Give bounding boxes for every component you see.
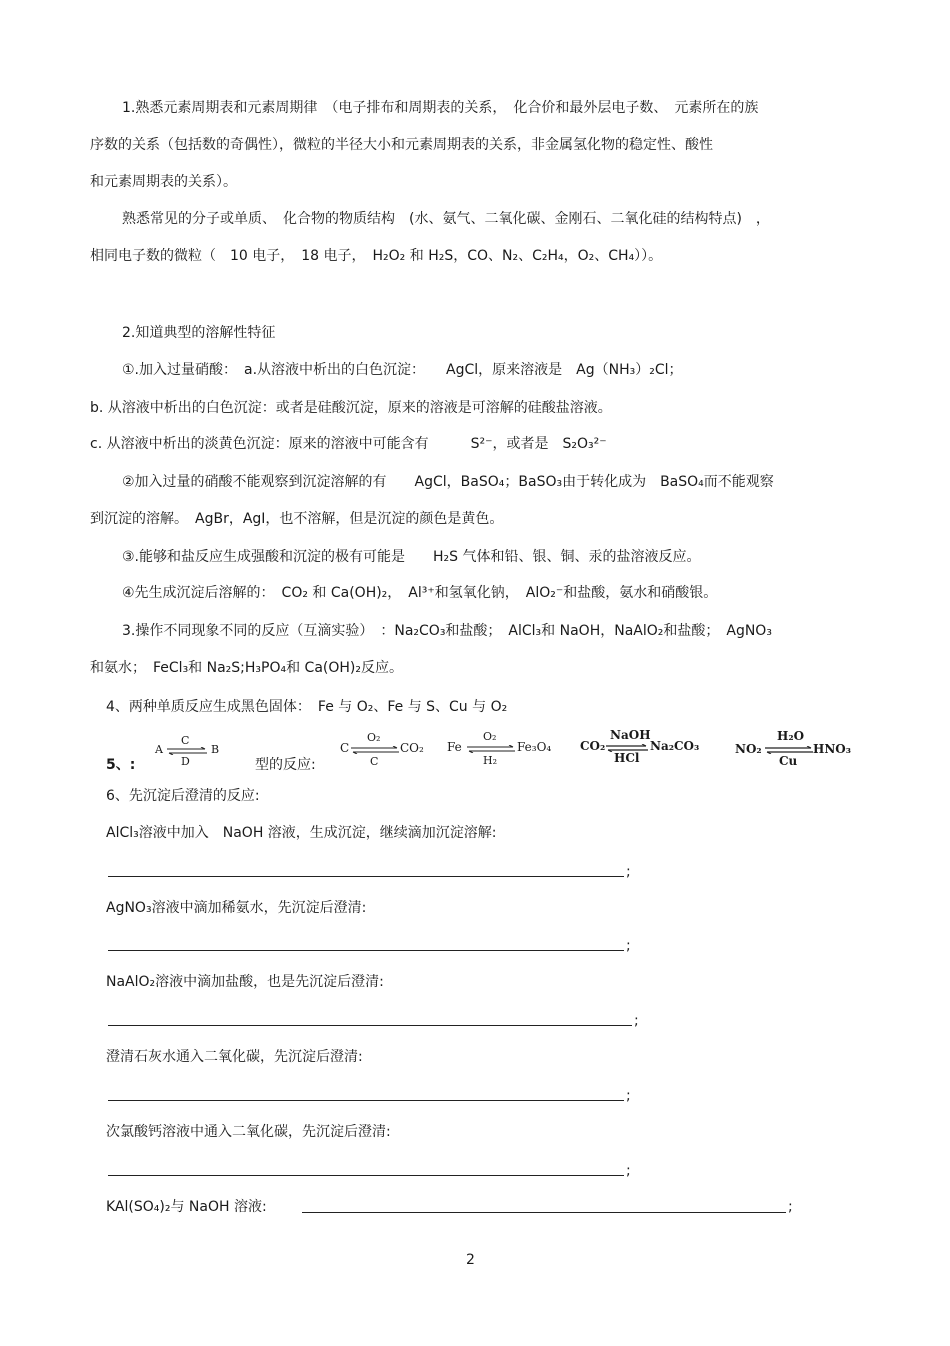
section1-line4: 熟悉常见的分子或单质、 化合物的物质结构 (水、氨气、二氧化碳、金刚石、二氧化硅的结构特点) ， — [122, 211, 770, 227]
question-agno3: AgNO₃溶液中滴加稀氨水，先沉淀后澄清: — [106, 900, 367, 916]
section5-suffix: 型的反应: — [255, 757, 316, 773]
section6-heading: 6、先沉淀后澄清的反应: — [106, 788, 260, 804]
section2-item2: ②加入过量的硝酸不能观察到沉淀溶解的有 AgCl，BaSO₄；BaSO₃由于转化成为 BaSO₄而不能观察 — [122, 474, 774, 490]
question-alcl3: AlCl₃溶液中加入 NaOH 溶液，生成沉淀，继续滴加沉淀溶解: — [106, 825, 497, 841]
reaction-iron-left: Fe — [447, 740, 462, 754]
reaction-no2-left: NO₂ — [735, 742, 762, 756]
reaction-no2-right: HNO₃ — [813, 742, 852, 756]
section2-item1b: b. 从溶液中析出的白色沉淀：或者是硅酸沉淀，原来的溶液是可溶解的硅酸盐溶液。 — [90, 400, 612, 416]
page-number: 2 — [466, 1252, 475, 1268]
answer-line-limewater[interactable] — [108, 1100, 624, 1101]
section3-line2: 和氨水； FeCl₃和 Na₂S;H₃PO₄和 Ca(OH)₂反应。 — [90, 660, 403, 676]
reaction-carbon-bottom: C — [370, 755, 379, 768]
reaction-co2 — [580, 730, 710, 766]
semicolon: ; — [626, 1163, 631, 1179]
section2-item4: ④先生成沉淀后溶解的： CO₂ 和 Ca(OH)₂， Al³⁺和氢氧化钠， AlO₂⁻和盐酸，氨水和硝酸银。 — [122, 585, 718, 601]
section4-line: 4、两种单质反应生成黑色固体： Fe 与 O₂、Fe 与 S、Cu 与 O₂ — [106, 699, 508, 715]
question-hypochlorite: 次氯酸钙溶液中通入二氧化碳，先沉淀后澄清: — [106, 1124, 391, 1140]
section1-line2: 序数的关系（包括数的奇偶性），微粒的半径大小和元素周期表的关系，非金属氢化物的稳定性、酸性 — [90, 137, 713, 153]
reaction-no2-bottom: Cu — [779, 754, 798, 768]
reaction-carbon-left: C — [340, 741, 350, 755]
reaction-general-top: C — [181, 734, 190, 747]
semicolon: ; — [626, 864, 631, 880]
section2-item1c: c. 从溶液中析出的淡黄色沉淀：原来的溶液中可能含有 S²⁻，或者是 S₂O₃²⁻ — [90, 436, 607, 452]
section2-heading: 2.知道典型的溶解性特征 — [122, 325, 276, 341]
reaction-co2-right: Na₂CO₃ — [650, 739, 700, 753]
reversible-arrow-icon — [351, 746, 399, 754]
reaction-co2-top: NaOH — [610, 728, 651, 742]
semicolon: ; — [788, 1199, 793, 1215]
reversible-arrow-icon — [167, 747, 207, 755]
semicolon: ; — [634, 1013, 639, 1029]
semicolon: ; — [626, 1088, 631, 1104]
answer-line-alcl3[interactable] — [108, 876, 624, 877]
section1-line5: 相同电子数的微粒（ 10 电子， 18 电子， H₂O₂ 和 H₂S，CO、N₂、C₂H₄，O₂、CH₄））。 — [90, 248, 663, 264]
reversible-arrow-icon — [765, 746, 813, 754]
semicolon: ; — [626, 938, 631, 954]
reaction-no2-top: H₂O — [777, 729, 805, 743]
reaction-iron-bottom: H₂ — [483, 754, 498, 767]
reaction-carbon-right: CO₂ — [400, 741, 424, 755]
question-limewater: 澄清石灰水通入二氧化碳，先沉淀后澄清: — [106, 1049, 363, 1065]
answer-line-agno3[interactable] — [108, 950, 624, 951]
reversible-arrow-icon — [467, 745, 515, 753]
section1-line3: 和元素周期表的关系）。 — [90, 174, 237, 190]
reaction-general-left: A — [155, 743, 163, 756]
reaction-iron-right: Fe₃O₄ — [517, 740, 552, 754]
answer-line-hypochlorite[interactable] — [108, 1175, 624, 1176]
reaction-general-bottom: D — [181, 755, 190, 768]
section2-item2-cont: 到沉淀的溶解。 AgBr，AgI，也不溶解，但是沉淀的颜色是黄色。 — [90, 511, 504, 527]
reaction-carbon-top: O₂ — [367, 731, 381, 744]
reaction-iron — [447, 732, 557, 768]
section5-label: 5、: — [106, 757, 136, 773]
section3-line1: 3.操作不同现象不同的反应（互滴实验） ：Na₂CO₃和盐酸； AlCl₃和 NaOH，NaAlO₂和盐酸； AgNO₃ — [122, 623, 772, 639]
question-kalso4: KAl(SO₄)₂与 NaOH 溶液: — [106, 1199, 267, 1215]
reaction-general-right: B — [211, 743, 220, 756]
reaction-co2-bottom: HCl — [614, 751, 640, 765]
section1-line1: 1.熟悉元素周期表和元素周期律 （电子排布和周期表的关系， 化合价和最外层电子数、 元素所在的族 — [122, 100, 759, 116]
answer-line-kalso4[interactable] — [302, 1212, 786, 1213]
question-naalo2: NaAlO₂溶液中滴加盐酸，也是先沉淀后澄清: — [106, 974, 384, 990]
reaction-iron-top: O₂ — [483, 730, 497, 743]
reaction-co2-left: CO₂ — [580, 739, 606, 753]
reaction-no2 — [735, 730, 850, 770]
answer-line-naalo2[interactable] — [108, 1025, 632, 1026]
reaction-carbon — [340, 733, 425, 769]
section2-item3: ③.能够和盐反应生成强酸和沉淀的极有可能是 H₂S 气体和铅、银、铜、汞的盐溶液反应。 — [122, 549, 701, 565]
reaction-general — [155, 736, 220, 770]
section2-item1: ①.加入过量硝酸： a.从溶液中析出的白色沉淀： AgCl，原来溶液是 Ag（NH₃）₂Cl； — [122, 362, 683, 378]
